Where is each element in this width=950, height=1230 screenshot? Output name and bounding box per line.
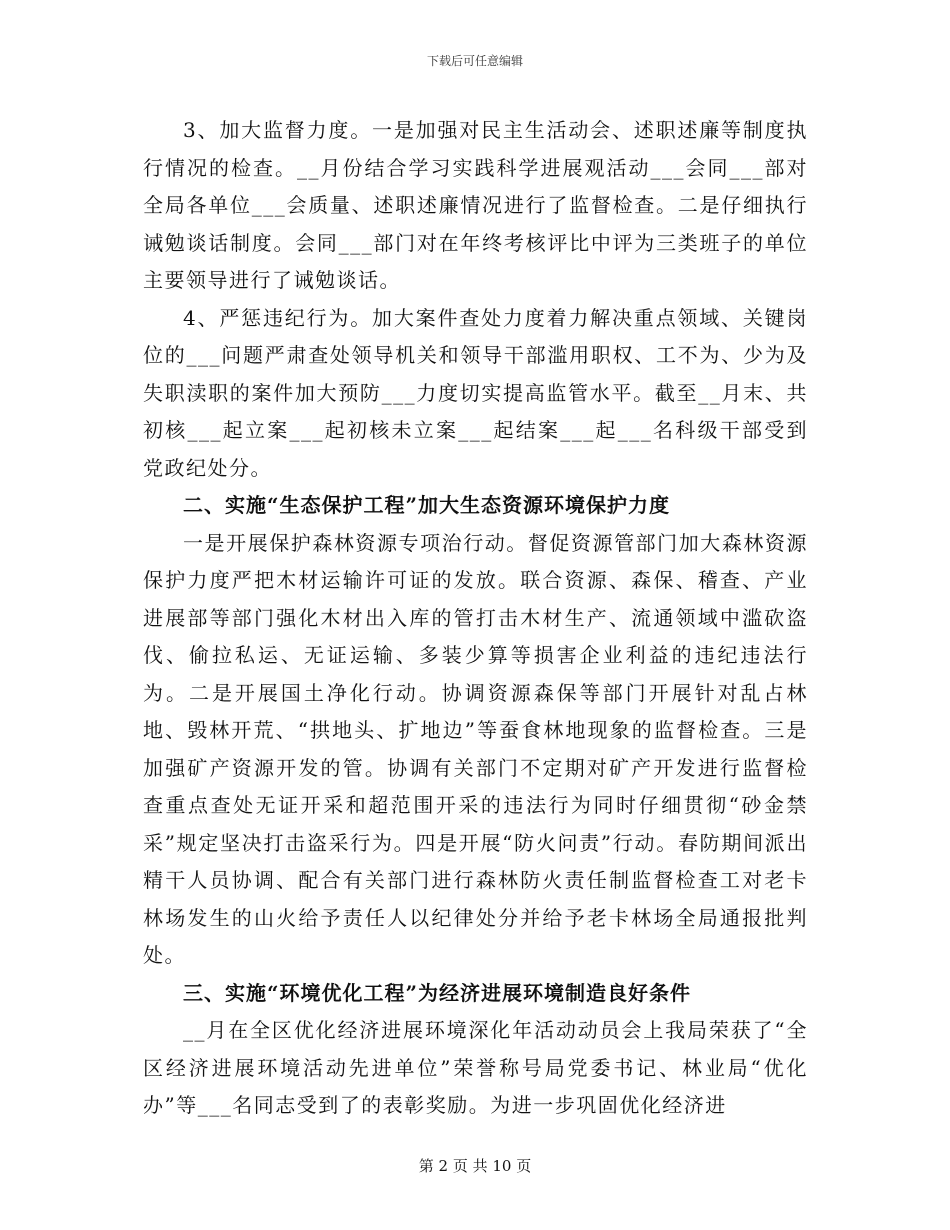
paragraph-environment: __月在全区优化经济进展环境深化年活动动员会上我局荣获了“全区经济进展环境活动先进单位”荣誉称号局党委书记、林业局“优化办”等___名同志受到了的表彰奖励。为进一步巩固优化经济进: [143, 1018, 808, 1117]
paragraph-ecology: 一是开展保护森林资源专项治行动。督促资源管部门加大森林资源保护力度严把木材运输许可证的发放。联合资源、森保、稽查、产业进展部等部门强化木材出入库的管打击木材生产、流通领域中滥砍盗伐、偷拉私运、无证运输、多装少算等损害企业利益的违纪违法行为。二是开展国土净化行动。协调资源森保等部门开展针对乱占林地、毁林开荒、“拱地头、扩地边”等蚕食林地现象的监督检查。三是加强矿产资源开发的管。协调有关部门不定期对矿产开发进行监督检查重点查处无证开采和超范围开采的违法行为同时仔细贯彻“砂金禁采”规定坚决打击盗采行为。四是开展“防火问责”行动。春防期间派出精干人员协调、配合有关部门进行森林防火责任制监督检查工对老卡林场发生的山火给予责任人以纪律处分并给予老卡林场全局通报批判处。: [143, 530, 808, 967]
section-heading-ecology: 二、实施“生态保护工程”加大生态资源环境保护力度: [183, 493, 671, 517]
header-note: 下载后可任意编辑: [426, 54, 523, 68]
paragraph-discipline: 4、严惩违纪行为。加大案件查处力度着力解决重点领域、关键岗位的___问题严肃查处领导机关和领导干部滥用职权、工不为、少为及失职渎职的案件加大预防___力度切实提高监管水平。截至__月末、共初核___起立案___起初核未立案___起结案___起___名科级干部受到党政纪处分。: [143, 305, 808, 480]
paragraph-supervision: 3、加大监督力度。一是加强对民主生活动会、述职述廉等制度执行情况的检查。__月份结合学习实践科学进展观活动___会同___部对全局各单位___会质量、述职述廉情况进行了监督检查。二是仔细执行诫勉谈话制度。会同___部门对在年终考核评比中评为三类班子的单位主要领导进行了诫勉谈话。: [143, 118, 808, 292]
document-body: [143, 112, 808, 1125]
page-number: 第 2 页 共 10 页: [418, 1157, 532, 1175]
section-heading-environment: 三、实施“环境优化工程”为经济进展环境制造良好条件: [183, 980, 692, 1005]
